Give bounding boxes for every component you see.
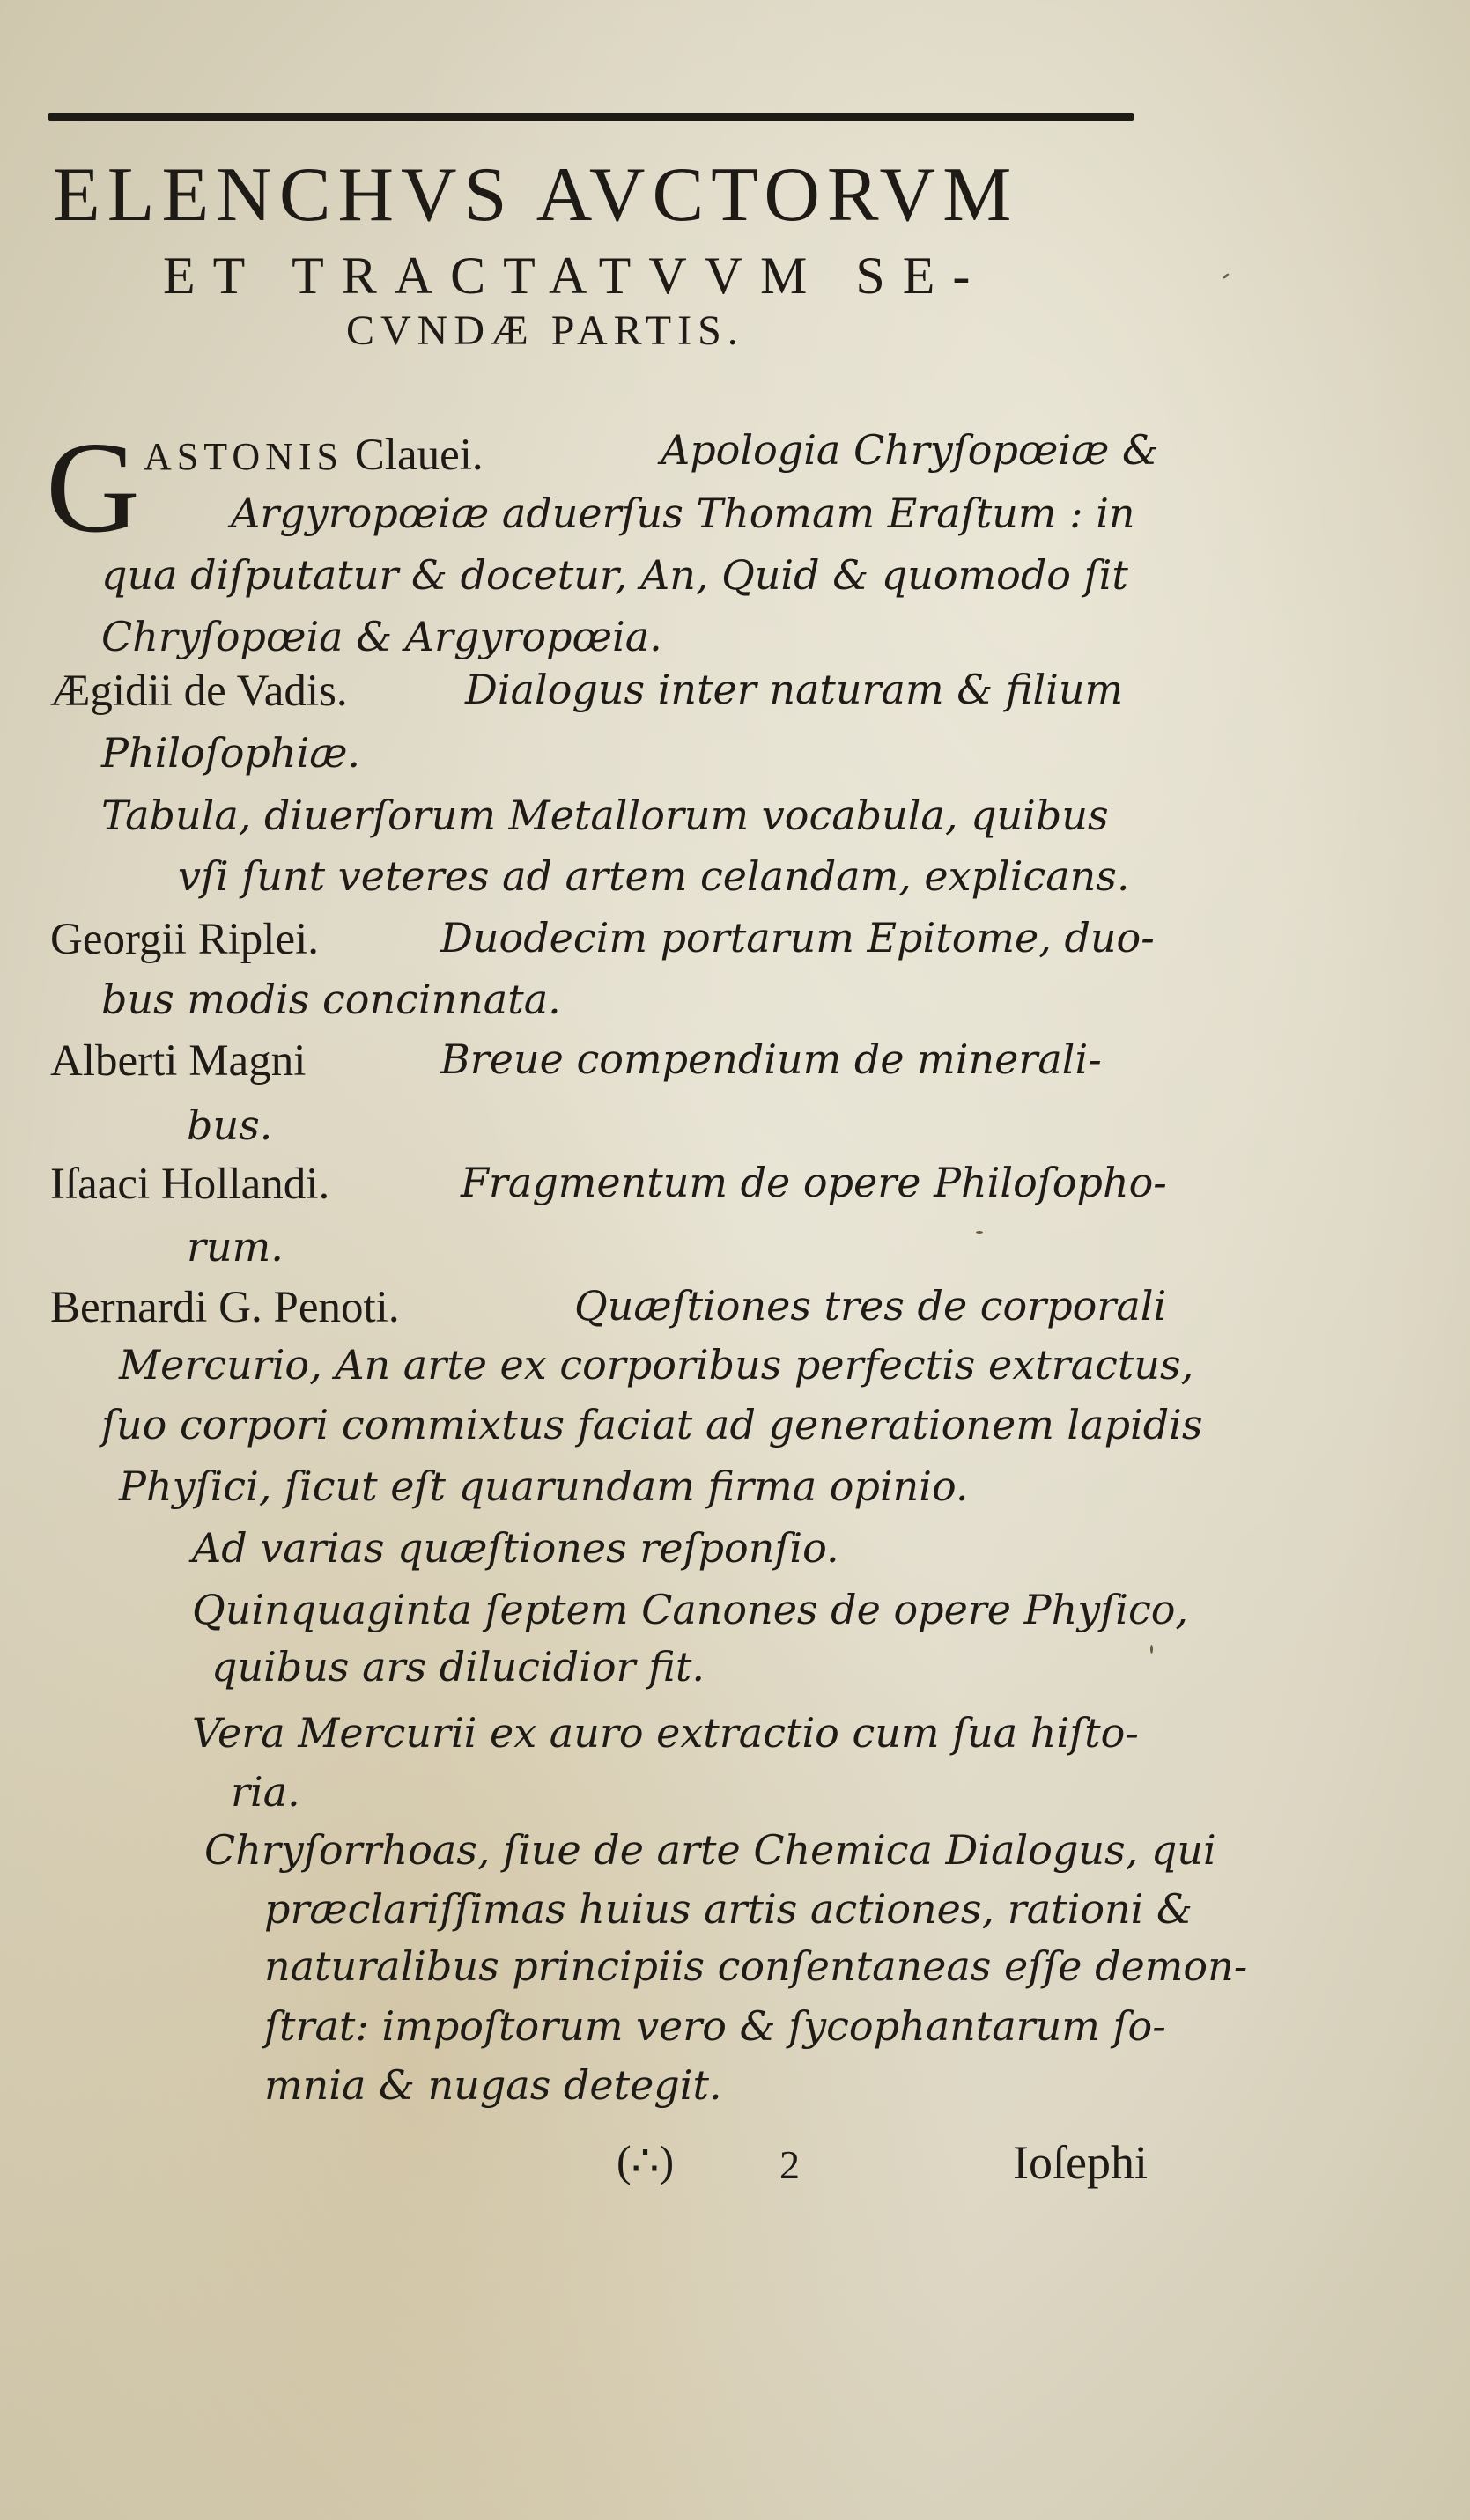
work-line: Chryſopœia & Argyropœia. (101, 613, 662, 660)
work-line: rum. (187, 1223, 284, 1271)
work-line: Apologia Chryſopœiæ & (661, 426, 1158, 474)
work-line: bus. (187, 1102, 273, 1149)
paper-speck (1223, 273, 1230, 279)
work-line: Duodecim portarum Epitome, duo- (440, 914, 1155, 962)
work-line: Fragmentum de opere Philoſopho- (461, 1159, 1167, 1206)
top-rule (48, 113, 1134, 121)
paper-speck (1150, 1645, 1153, 1654)
catchword: Ioſephi (1013, 2136, 1148, 2189)
work-line: Tabula, diuerſorum Metallorum vocabula, quibus (101, 792, 1109, 839)
page-number: 2 (779, 2142, 800, 2187)
author-name-tail: Clauei. (354, 431, 484, 480)
work-line: ria. (231, 1768, 300, 1816)
work-line: mnia & nugas detegit. (264, 2061, 722, 2109)
work-line: Vera Mercurii ex auro extractio cum ſua hiſto- (192, 1709, 1139, 1757)
work-line: ſtrat: impoſtorum vero & ſycophantarum ſo- (264, 2002, 1166, 2050)
author-name: Ægidii de Vadis. (50, 667, 348, 716)
work-line: vſi ſunt veteres ad artem celandam, explicans. (178, 852, 1130, 900)
author-name: Iſaaci Hollandi. (50, 1160, 330, 1209)
work-line: quibus ars dilucidior fit. (211, 1643, 705, 1691)
work-line: Chryſorrhoas, ſiue de arte Chemica Dialogus, qui (204, 1826, 1216, 1874)
drop-capital: G (46, 416, 140, 560)
work-line: Quinquaginta ſeptem Canones de opere Phyſico, (192, 1586, 1189, 1633)
work-line: Quæſtiones tres de corporali (574, 1282, 1167, 1330)
heading-line-1: ELENCHVS AVCTORVM (53, 152, 1019, 238)
paper-speck (976, 1231, 983, 1234)
work-line: naturalibus principiis conſentaneas eſſe demon- (264, 1942, 1248, 1990)
heading-line-3: CVNDÆ PARTIS. (346, 307, 744, 354)
author-name (144, 433, 484, 478)
work-line: qua diſputatur & docetur, An, Quid & quomodo ſit (101, 551, 1128, 599)
work-line: Dialogus inter naturam & filium (465, 666, 1124, 713)
work-line: bus modis concinnata. (101, 976, 561, 1023)
author-name: Georgii Riplei. (50, 915, 320, 964)
signature-mark: (∴) (617, 2136, 675, 2185)
author-name: Alberti Magni (50, 1036, 307, 1086)
author-name: Bernardi G. Penoti. (50, 1283, 400, 1332)
work-line: Phyſici, ſicut eſt quarundam firma opinio. (119, 1463, 969, 1510)
work-line: Argyropœiæ aduerſus Thomam Eraſtum : in (231, 490, 1135, 537)
author-name-smallcaps: ASTONIS (144, 435, 344, 478)
heading-line-2: ET TRACTATVVM SE- (163, 247, 988, 305)
work-line: præclariſſimas huius artis actiones, rationi & (264, 1885, 1193, 1933)
work-line: Breue compendium de minerali- (440, 1035, 1102, 1083)
work-line: ſuo corpori commixtus faciat ad generationem lapidis (101, 1401, 1203, 1448)
work-line: Mercurio, An arte ex corporibus perfectis extractus, (119, 1341, 1194, 1389)
work-line: Ad varias quæſtiones reſponſio. (192, 1524, 839, 1572)
work-line: Philoſophiæ. (101, 729, 361, 777)
